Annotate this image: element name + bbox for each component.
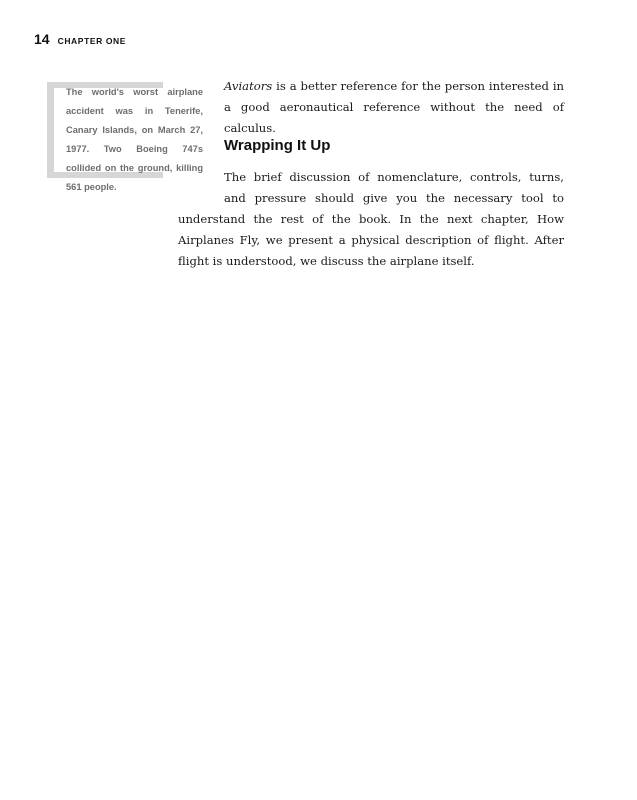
sidebar-bracket-left <box>47 82 54 178</box>
section-body-text: The brief discussion of nomenclature, controls, turns, and pressure should give you the necessary tool to understand the rest of the book. In the next chapter, How Airplanes Fly, we present a physical description of flight. After flight is understood, we discuss the airplane itself. <box>178 170 564 268</box>
section-body-paragraph <box>178 167 564 272</box>
section-heading: Wrapping It Up <box>224 137 331 154</box>
sidebar-note <box>47 78 207 192</box>
intro-text: is a better reference for the person interested in a good aeronautical reference without the need of calculus. <box>224 79 564 135</box>
running-head <box>34 31 126 47</box>
sidebar-note-text: The world's worst airplane accident was in Tenerife, Canary Islands, on March 27, 1977. Two Boeing 747s collided on the ground, killing 561 people. <box>66 87 203 192</box>
intro-paragraph <box>224 76 564 139</box>
chapter-label: CHAPTER ONE <box>57 36 127 46</box>
page-number: 14 <box>34 31 50 47</box>
indent-spacer <box>178 167 224 209</box>
book-title: Aviators <box>224 79 273 93</box>
